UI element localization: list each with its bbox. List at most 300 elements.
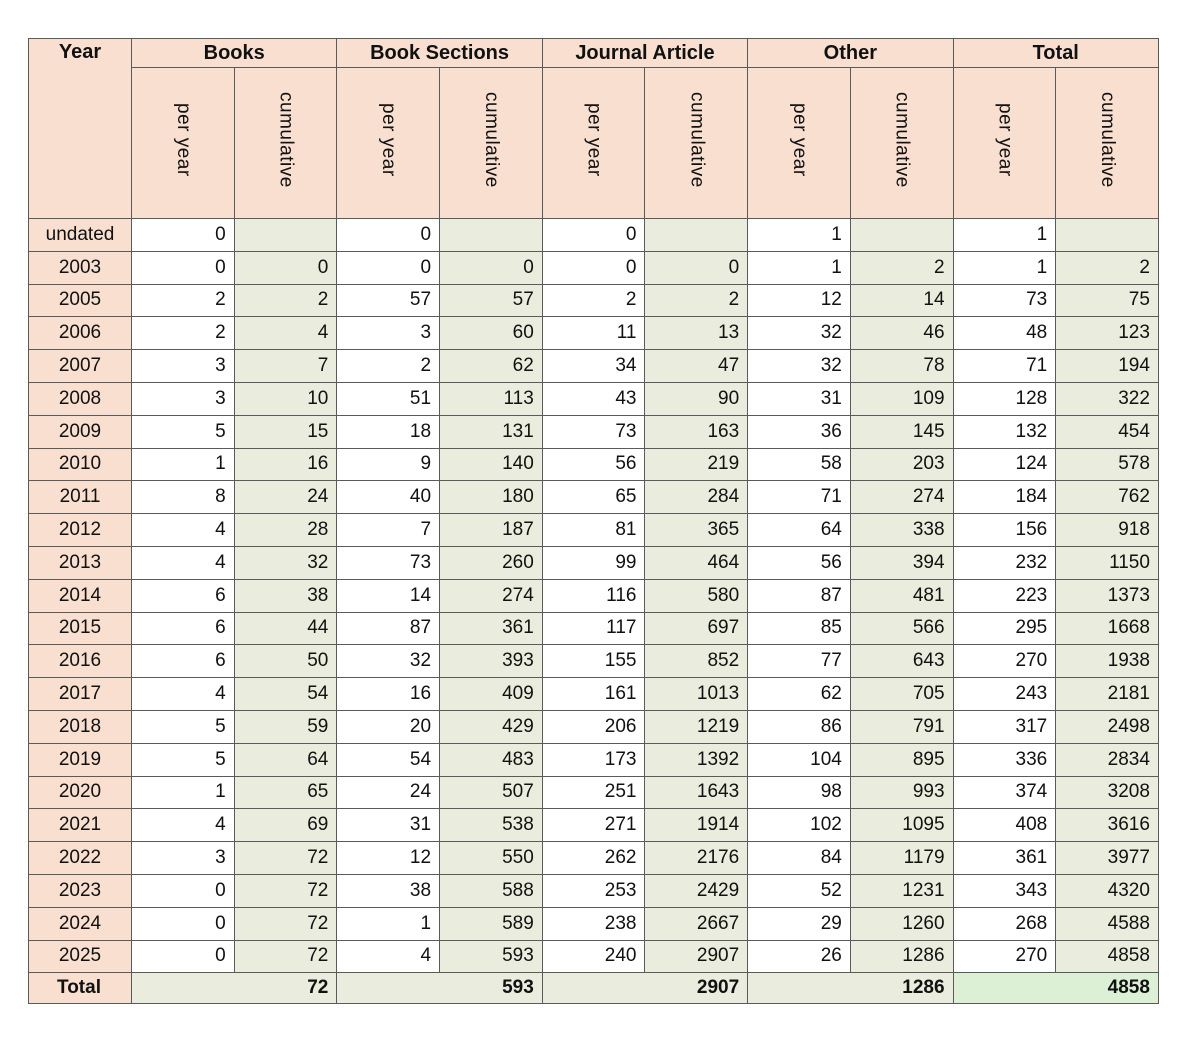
table-row — [29, 678, 1159, 711]
cumulative-cell: 2 — [645, 284, 748, 317]
cumulative-cell: 338 — [850, 514, 953, 547]
per-year-cell: 206 — [542, 710, 645, 743]
year-cell: 2010 — [29, 448, 132, 481]
per-year-cell: 156 — [953, 514, 1056, 547]
group-total-cell: 72 — [132, 973, 337, 1004]
per-year-cell: 6 — [132, 645, 235, 678]
cumulative-cell: 393 — [440, 645, 543, 678]
per-year-cell: 65 — [542, 481, 645, 514]
per-year-cell: 223 — [953, 579, 1056, 612]
table-row — [29, 481, 1159, 514]
per-year-cell: 3 — [337, 317, 440, 350]
per-year-cell: 86 — [748, 710, 851, 743]
per-year-cell: 270 — [953, 645, 1056, 678]
per-year-cell: 2 — [337, 350, 440, 383]
cumulative-cell: 454 — [1056, 415, 1159, 448]
subheader-label: cumulative — [891, 92, 913, 188]
cumulative-cell: 0 — [645, 251, 748, 284]
cumulative-cell: 65 — [234, 776, 337, 809]
per-year-cell: 1 — [748, 219, 851, 252]
cumulative-cell: 4 — [234, 317, 337, 350]
cumulative-cell: 993 — [850, 776, 953, 809]
year-cell: 2016 — [29, 645, 132, 678]
cumulative-cell: 145 — [850, 415, 953, 448]
per-year-cell: 184 — [953, 481, 1056, 514]
cumulative-cell: 1013 — [645, 678, 748, 711]
per-year-cell: 1 — [337, 907, 440, 940]
subheader-label: cumulative — [1097, 92, 1119, 188]
cumulative-cell: 13 — [645, 317, 748, 350]
table-row — [29, 350, 1159, 383]
cumulative-cell — [1056, 219, 1159, 252]
cumulative-cell: 580 — [645, 579, 748, 612]
year-cell: 2011 — [29, 481, 132, 514]
publications-table — [28, 38, 1159, 1004]
per-year-cell: 36 — [748, 415, 851, 448]
per-year-cell: 1 — [132, 448, 235, 481]
subheader-cumulative — [234, 68, 337, 219]
per-year-cell: 4 — [132, 678, 235, 711]
per-year-cell: 6 — [132, 612, 235, 645]
per-year-cell: 73 — [337, 546, 440, 579]
table-row — [29, 415, 1159, 448]
per-year-cell: 57 — [337, 284, 440, 317]
group-header-book-sections: Book Sections — [337, 39, 542, 68]
cumulative-cell: 113 — [440, 382, 543, 415]
table-row — [29, 317, 1159, 350]
cumulative-cell: 895 — [850, 743, 953, 776]
table-row — [29, 842, 1159, 875]
per-year-cell: 26 — [748, 940, 851, 973]
cumulative-cell: 123 — [1056, 317, 1159, 350]
cumulative-cell: 429 — [440, 710, 543, 743]
per-year-cell: 0 — [542, 251, 645, 284]
cumulative-cell: 57 — [440, 284, 543, 317]
per-year-cell: 40 — [337, 481, 440, 514]
cumulative-cell: 15 — [234, 415, 337, 448]
table-row — [29, 579, 1159, 612]
cumulative-cell: 1260 — [850, 907, 953, 940]
per-year-cell: 155 — [542, 645, 645, 678]
subheader-label: cumulative — [480, 92, 502, 188]
cumulative-cell: 109 — [850, 382, 953, 415]
cumulative-cell: 72 — [234, 940, 337, 973]
table-row — [29, 940, 1159, 973]
cumulative-cell: 2 — [850, 251, 953, 284]
table-row — [29, 546, 1159, 579]
per-year-cell: 268 — [953, 907, 1056, 940]
cumulative-cell: 538 — [440, 809, 543, 842]
cumulative-cell: 75 — [1056, 284, 1159, 317]
per-year-cell: 124 — [953, 448, 1056, 481]
cumulative-cell: 1373 — [1056, 579, 1159, 612]
subheader-per-year — [542, 68, 645, 219]
cumulative-cell: 14 — [850, 284, 953, 317]
table-row — [29, 776, 1159, 809]
per-year-cell: 0 — [132, 907, 235, 940]
cumulative-cell: 4858 — [1056, 940, 1159, 973]
cumulative-cell: 54 — [234, 678, 337, 711]
cumulative-cell: 3977 — [1056, 842, 1159, 875]
cumulative-cell: 2 — [234, 284, 337, 317]
cumulative-cell: 260 — [440, 546, 543, 579]
per-year-cell: 117 — [542, 612, 645, 645]
year-header: Year — [29, 39, 132, 219]
cumulative-cell: 3208 — [1056, 776, 1159, 809]
group-header-other: Other — [748, 39, 953, 68]
cumulative-cell: 78 — [850, 350, 953, 383]
per-year-cell: 64 — [748, 514, 851, 547]
per-year-cell: 232 — [953, 546, 1056, 579]
per-year-cell: 48 — [953, 317, 1056, 350]
cumulative-cell: 16 — [234, 448, 337, 481]
per-year-cell: 85 — [748, 612, 851, 645]
per-year-cell: 270 — [953, 940, 1056, 973]
subheader-label: per year — [994, 103, 1016, 177]
year-cell: 2017 — [29, 678, 132, 711]
total-row — [29, 973, 1159, 1004]
group-total-cell: 2907 — [542, 973, 747, 1004]
per-year-cell: 11 — [542, 317, 645, 350]
subheader-cumulative — [645, 68, 748, 219]
per-year-cell: 84 — [748, 842, 851, 875]
per-year-cell: 0 — [337, 219, 440, 252]
per-year-cell: 408 — [953, 809, 1056, 842]
per-year-cell: 43 — [542, 382, 645, 415]
per-year-cell: 3 — [132, 382, 235, 415]
per-year-cell: 262 — [542, 842, 645, 875]
per-year-cell: 3 — [132, 350, 235, 383]
cumulative-cell: 1179 — [850, 842, 953, 875]
cumulative-cell: 2498 — [1056, 710, 1159, 743]
per-year-cell: 2 — [132, 284, 235, 317]
grand-total-cell: 4858 — [953, 973, 1158, 1004]
cumulative-cell: 163 — [645, 415, 748, 448]
per-year-cell: 253 — [542, 874, 645, 907]
cumulative-cell: 274 — [440, 579, 543, 612]
cumulative-cell: 705 — [850, 678, 953, 711]
per-year-cell: 29 — [748, 907, 851, 940]
cumulative-cell: 44 — [234, 612, 337, 645]
cumulative-cell: 219 — [645, 448, 748, 481]
year-cell: 2008 — [29, 382, 132, 415]
per-year-cell: 128 — [953, 382, 1056, 415]
cumulative-cell: 46 — [850, 317, 953, 350]
per-year-cell: 12 — [748, 284, 851, 317]
per-year-cell: 31 — [337, 809, 440, 842]
table-row — [29, 710, 1159, 743]
cumulative-cell: 60 — [440, 317, 543, 350]
cumulative-cell: 2667 — [645, 907, 748, 940]
cumulative-cell: 69 — [234, 809, 337, 842]
cumulative-cell: 481 — [850, 579, 953, 612]
table-row — [29, 645, 1159, 678]
table-row — [29, 743, 1159, 776]
publications-table-container — [28, 38, 1159, 1004]
per-year-cell: 73 — [542, 415, 645, 448]
subheader-per-year — [337, 68, 440, 219]
cumulative-cell: 322 — [1056, 382, 1159, 415]
subheader-per-year — [953, 68, 1056, 219]
year-cell: 2020 — [29, 776, 132, 809]
year-cell: 2024 — [29, 907, 132, 940]
per-year-cell: 34 — [542, 350, 645, 383]
per-year-cell: 81 — [542, 514, 645, 547]
cumulative-cell: 566 — [850, 612, 953, 645]
cumulative-cell: 2429 — [645, 874, 748, 907]
per-year-cell: 87 — [748, 579, 851, 612]
cumulative-cell: 0 — [440, 251, 543, 284]
cumulative-cell: 62 — [440, 350, 543, 383]
cumulative-cell: 643 — [850, 645, 953, 678]
table-row — [29, 251, 1159, 284]
per-year-cell: 73 — [953, 284, 1056, 317]
cumulative-cell — [234, 219, 337, 252]
per-year-cell: 251 — [542, 776, 645, 809]
per-year-cell: 9 — [337, 448, 440, 481]
cumulative-cell: 131 — [440, 415, 543, 448]
cumulative-cell: 852 — [645, 645, 748, 678]
year-cell: 2003 — [29, 251, 132, 284]
per-year-cell: 361 — [953, 842, 1056, 875]
year-cell: undated — [29, 219, 132, 252]
per-year-cell: 77 — [748, 645, 851, 678]
per-year-cell: 0 — [132, 251, 235, 284]
subheader-cumulative — [440, 68, 543, 219]
subheader-label: per year — [378, 103, 400, 177]
per-year-cell: 62 — [748, 678, 851, 711]
cumulative-cell: 180 — [440, 481, 543, 514]
table-row — [29, 219, 1159, 252]
cumulative-cell: 791 — [850, 710, 953, 743]
cumulative-cell: 2834 — [1056, 743, 1159, 776]
per-year-cell: 102 — [748, 809, 851, 842]
cumulative-cell — [850, 219, 953, 252]
per-year-cell: 240 — [542, 940, 645, 973]
per-year-cell: 20 — [337, 710, 440, 743]
cumulative-cell: 32 — [234, 546, 337, 579]
per-year-cell: 173 — [542, 743, 645, 776]
cumulative-cell: 2176 — [645, 842, 748, 875]
subheader-label: per year — [172, 103, 194, 177]
year-cell: 2014 — [29, 579, 132, 612]
cumulative-cell: 90 — [645, 382, 748, 415]
per-year-cell: 243 — [953, 678, 1056, 711]
per-year-cell: 71 — [748, 481, 851, 514]
per-year-cell: 5 — [132, 743, 235, 776]
per-year-cell: 1 — [132, 776, 235, 809]
cumulative-cell: 1668 — [1056, 612, 1159, 645]
per-year-cell: 54 — [337, 743, 440, 776]
per-year-cell: 18 — [337, 415, 440, 448]
per-year-cell: 4 — [132, 809, 235, 842]
cumulative-cell: 140 — [440, 448, 543, 481]
cumulative-cell: 1095 — [850, 809, 953, 842]
per-year-cell: 317 — [953, 710, 1056, 743]
table-row — [29, 284, 1159, 317]
cumulative-cell: 28 — [234, 514, 337, 547]
cumulative-cell: 464 — [645, 546, 748, 579]
per-year-cell: 116 — [542, 579, 645, 612]
cumulative-cell: 50 — [234, 645, 337, 678]
per-year-cell: 374 — [953, 776, 1056, 809]
cumulative-cell: 194 — [1056, 350, 1159, 383]
cumulative-cell: 1392 — [645, 743, 748, 776]
per-year-cell: 2 — [542, 284, 645, 317]
cumulative-cell: 64 — [234, 743, 337, 776]
group-header-total: Total — [953, 39, 1158, 68]
cumulative-cell: 593 — [440, 940, 543, 973]
group-header-books: Books — [132, 39, 337, 68]
per-year-cell: 32 — [748, 317, 851, 350]
cumulative-cell: 10 — [234, 382, 337, 415]
cumulative-cell: 4320 — [1056, 874, 1159, 907]
per-year-cell: 271 — [542, 809, 645, 842]
cumulative-cell: 1938 — [1056, 645, 1159, 678]
per-year-cell: 0 — [132, 940, 235, 973]
cumulative-cell: 550 — [440, 842, 543, 875]
cumulative-cell: 3616 — [1056, 809, 1159, 842]
cumulative-cell — [645, 219, 748, 252]
year-cell: 2023 — [29, 874, 132, 907]
year-cell: 2025 — [29, 940, 132, 973]
table-row — [29, 382, 1159, 415]
per-year-cell: 32 — [337, 645, 440, 678]
cumulative-cell: 1643 — [645, 776, 748, 809]
per-year-cell: 87 — [337, 612, 440, 645]
cumulative-cell: 72 — [234, 874, 337, 907]
year-cell: 2013 — [29, 546, 132, 579]
group-total-cell: 593 — [337, 973, 542, 1004]
subheader-cumulative — [1056, 68, 1159, 219]
cumulative-cell: 589 — [440, 907, 543, 940]
cumulative-cell: 72 — [234, 907, 337, 940]
cumulative-cell: 697 — [645, 612, 748, 645]
per-year-cell: 0 — [132, 219, 235, 252]
per-year-cell: 6 — [132, 579, 235, 612]
year-cell: 2018 — [29, 710, 132, 743]
group-total-cell: 1286 — [748, 973, 953, 1004]
subheader-per-year — [748, 68, 851, 219]
per-year-cell: 58 — [748, 448, 851, 481]
cumulative-cell: 762 — [1056, 481, 1159, 514]
cumulative-cell: 59 — [234, 710, 337, 743]
cumulative-cell: 284 — [645, 481, 748, 514]
cumulative-cell: 483 — [440, 743, 543, 776]
cumulative-cell: 2907 — [645, 940, 748, 973]
group-header-journal-article: Journal Article — [542, 39, 747, 68]
total-label: Total — [29, 973, 132, 1004]
year-cell: 2021 — [29, 809, 132, 842]
per-year-cell: 71 — [953, 350, 1056, 383]
per-year-cell: 5 — [132, 710, 235, 743]
cumulative-cell: 1219 — [645, 710, 748, 743]
cumulative-cell: 1150 — [1056, 546, 1159, 579]
year-cell: 2007 — [29, 350, 132, 383]
per-year-cell: 4 — [337, 940, 440, 973]
cumulative-cell: 578 — [1056, 448, 1159, 481]
cumulative-cell: 203 — [850, 448, 953, 481]
per-year-cell: 38 — [337, 874, 440, 907]
per-year-cell: 1 — [953, 219, 1056, 252]
cumulative-cell: 7 — [234, 350, 337, 383]
per-year-cell: 0 — [337, 251, 440, 284]
cumulative-cell: 394 — [850, 546, 953, 579]
year-cell: 2009 — [29, 415, 132, 448]
cumulative-cell: 2 — [1056, 251, 1159, 284]
cumulative-cell: 507 — [440, 776, 543, 809]
year-cell: 2022 — [29, 842, 132, 875]
cumulative-cell: 1914 — [645, 809, 748, 842]
cumulative-cell: 361 — [440, 612, 543, 645]
per-year-cell: 56 — [748, 546, 851, 579]
subheader-cumulative — [850, 68, 953, 219]
cumulative-cell: 187 — [440, 514, 543, 547]
per-year-cell: 1 — [748, 251, 851, 284]
cumulative-cell: 38 — [234, 579, 337, 612]
per-year-cell: 98 — [748, 776, 851, 809]
cumulative-cell: 1231 — [850, 874, 953, 907]
per-year-cell: 104 — [748, 743, 851, 776]
per-year-cell: 31 — [748, 382, 851, 415]
cumulative-cell: 918 — [1056, 514, 1159, 547]
cumulative-cell: 365 — [645, 514, 748, 547]
year-cell: 2006 — [29, 317, 132, 350]
table-row — [29, 874, 1159, 907]
per-year-cell: 52 — [748, 874, 851, 907]
table-row — [29, 514, 1159, 547]
cumulative-cell: 2181 — [1056, 678, 1159, 711]
per-year-cell: 343 — [953, 874, 1056, 907]
per-year-cell: 238 — [542, 907, 645, 940]
cumulative-cell: 0 — [234, 251, 337, 284]
year-cell: 2019 — [29, 743, 132, 776]
per-year-cell: 2 — [132, 317, 235, 350]
year-cell: 2012 — [29, 514, 132, 547]
per-year-cell: 295 — [953, 612, 1056, 645]
subheader-label: per year — [583, 103, 605, 177]
subheader-label: per year — [789, 103, 810, 177]
cumulative-cell: 1286 — [850, 940, 953, 973]
subheader-label: cumulative — [686, 92, 708, 188]
per-year-cell: 12 — [337, 842, 440, 875]
cumulative-cell: 588 — [440, 874, 543, 907]
per-year-cell: 56 — [542, 448, 645, 481]
per-year-cell: 4 — [132, 514, 235, 547]
per-year-cell: 0 — [542, 219, 645, 252]
per-year-cell: 51 — [337, 382, 440, 415]
table-row — [29, 612, 1159, 645]
cumulative-cell: 24 — [234, 481, 337, 514]
subheader-per-year — [132, 68, 235, 219]
per-year-cell: 132 — [953, 415, 1056, 448]
per-year-cell: 161 — [542, 678, 645, 711]
per-year-cell: 7 — [337, 514, 440, 547]
per-year-cell: 4 — [132, 546, 235, 579]
cumulative-cell: 4588 — [1056, 907, 1159, 940]
year-cell: 2015 — [29, 612, 132, 645]
per-year-cell: 8 — [132, 481, 235, 514]
per-year-cell: 3 — [132, 842, 235, 875]
per-year-cell: 32 — [748, 350, 851, 383]
per-year-cell: 24 — [337, 776, 440, 809]
table-row — [29, 448, 1159, 481]
per-year-cell: 5 — [132, 415, 235, 448]
cumulative-cell — [440, 219, 543, 252]
per-year-cell: 336 — [953, 743, 1056, 776]
per-year-cell: 0 — [132, 874, 235, 907]
per-year-cell: 99 — [542, 546, 645, 579]
